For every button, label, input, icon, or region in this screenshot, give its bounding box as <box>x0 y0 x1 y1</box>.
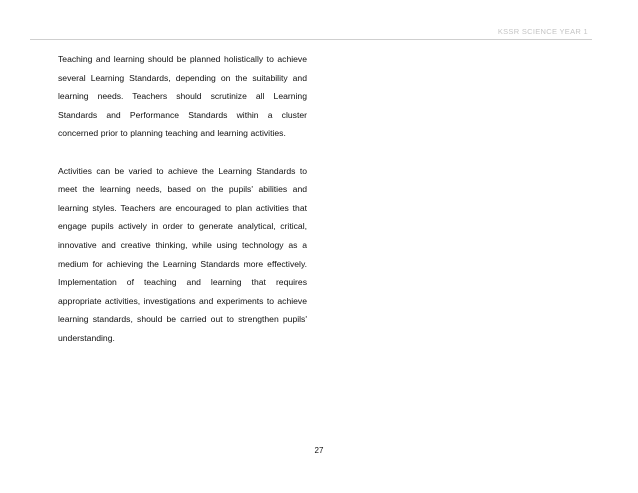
paragraph-spacer <box>58 143 307 162</box>
body-text <box>58 50 307 348</box>
paragraph-2: Activities can be varied to achieve the Learning Standards to meet the learning needs, based on the pupils' abilities and learning styles. Teachers are encouraged to plan activities that engage pupils actively in order to generate analytical, critical, innovative and creative thinking, while using technology as a medium for achieving the Learning Standards more effectively. Implementation of teaching and learning that requires appropriate activities, investigations and experiments to achieve learning standards, should be carried out to strengthen pupils' understanding. <box>58 165 307 343</box>
page-header <box>30 25 592 40</box>
page-number: 27 <box>314 446 324 455</box>
header-title: KSSR SCIENCE YEAR 1 <box>497 27 588 36</box>
paragraph-1: Teaching and learning should be planned holistically to achieve several Learning Standards, depending on the suitability and learning needs. Teachers should scrutinize all Learning Standards and Performance Standards within a cluster concerned prior to planning teaching and learning activities. <box>58 54 307 139</box>
